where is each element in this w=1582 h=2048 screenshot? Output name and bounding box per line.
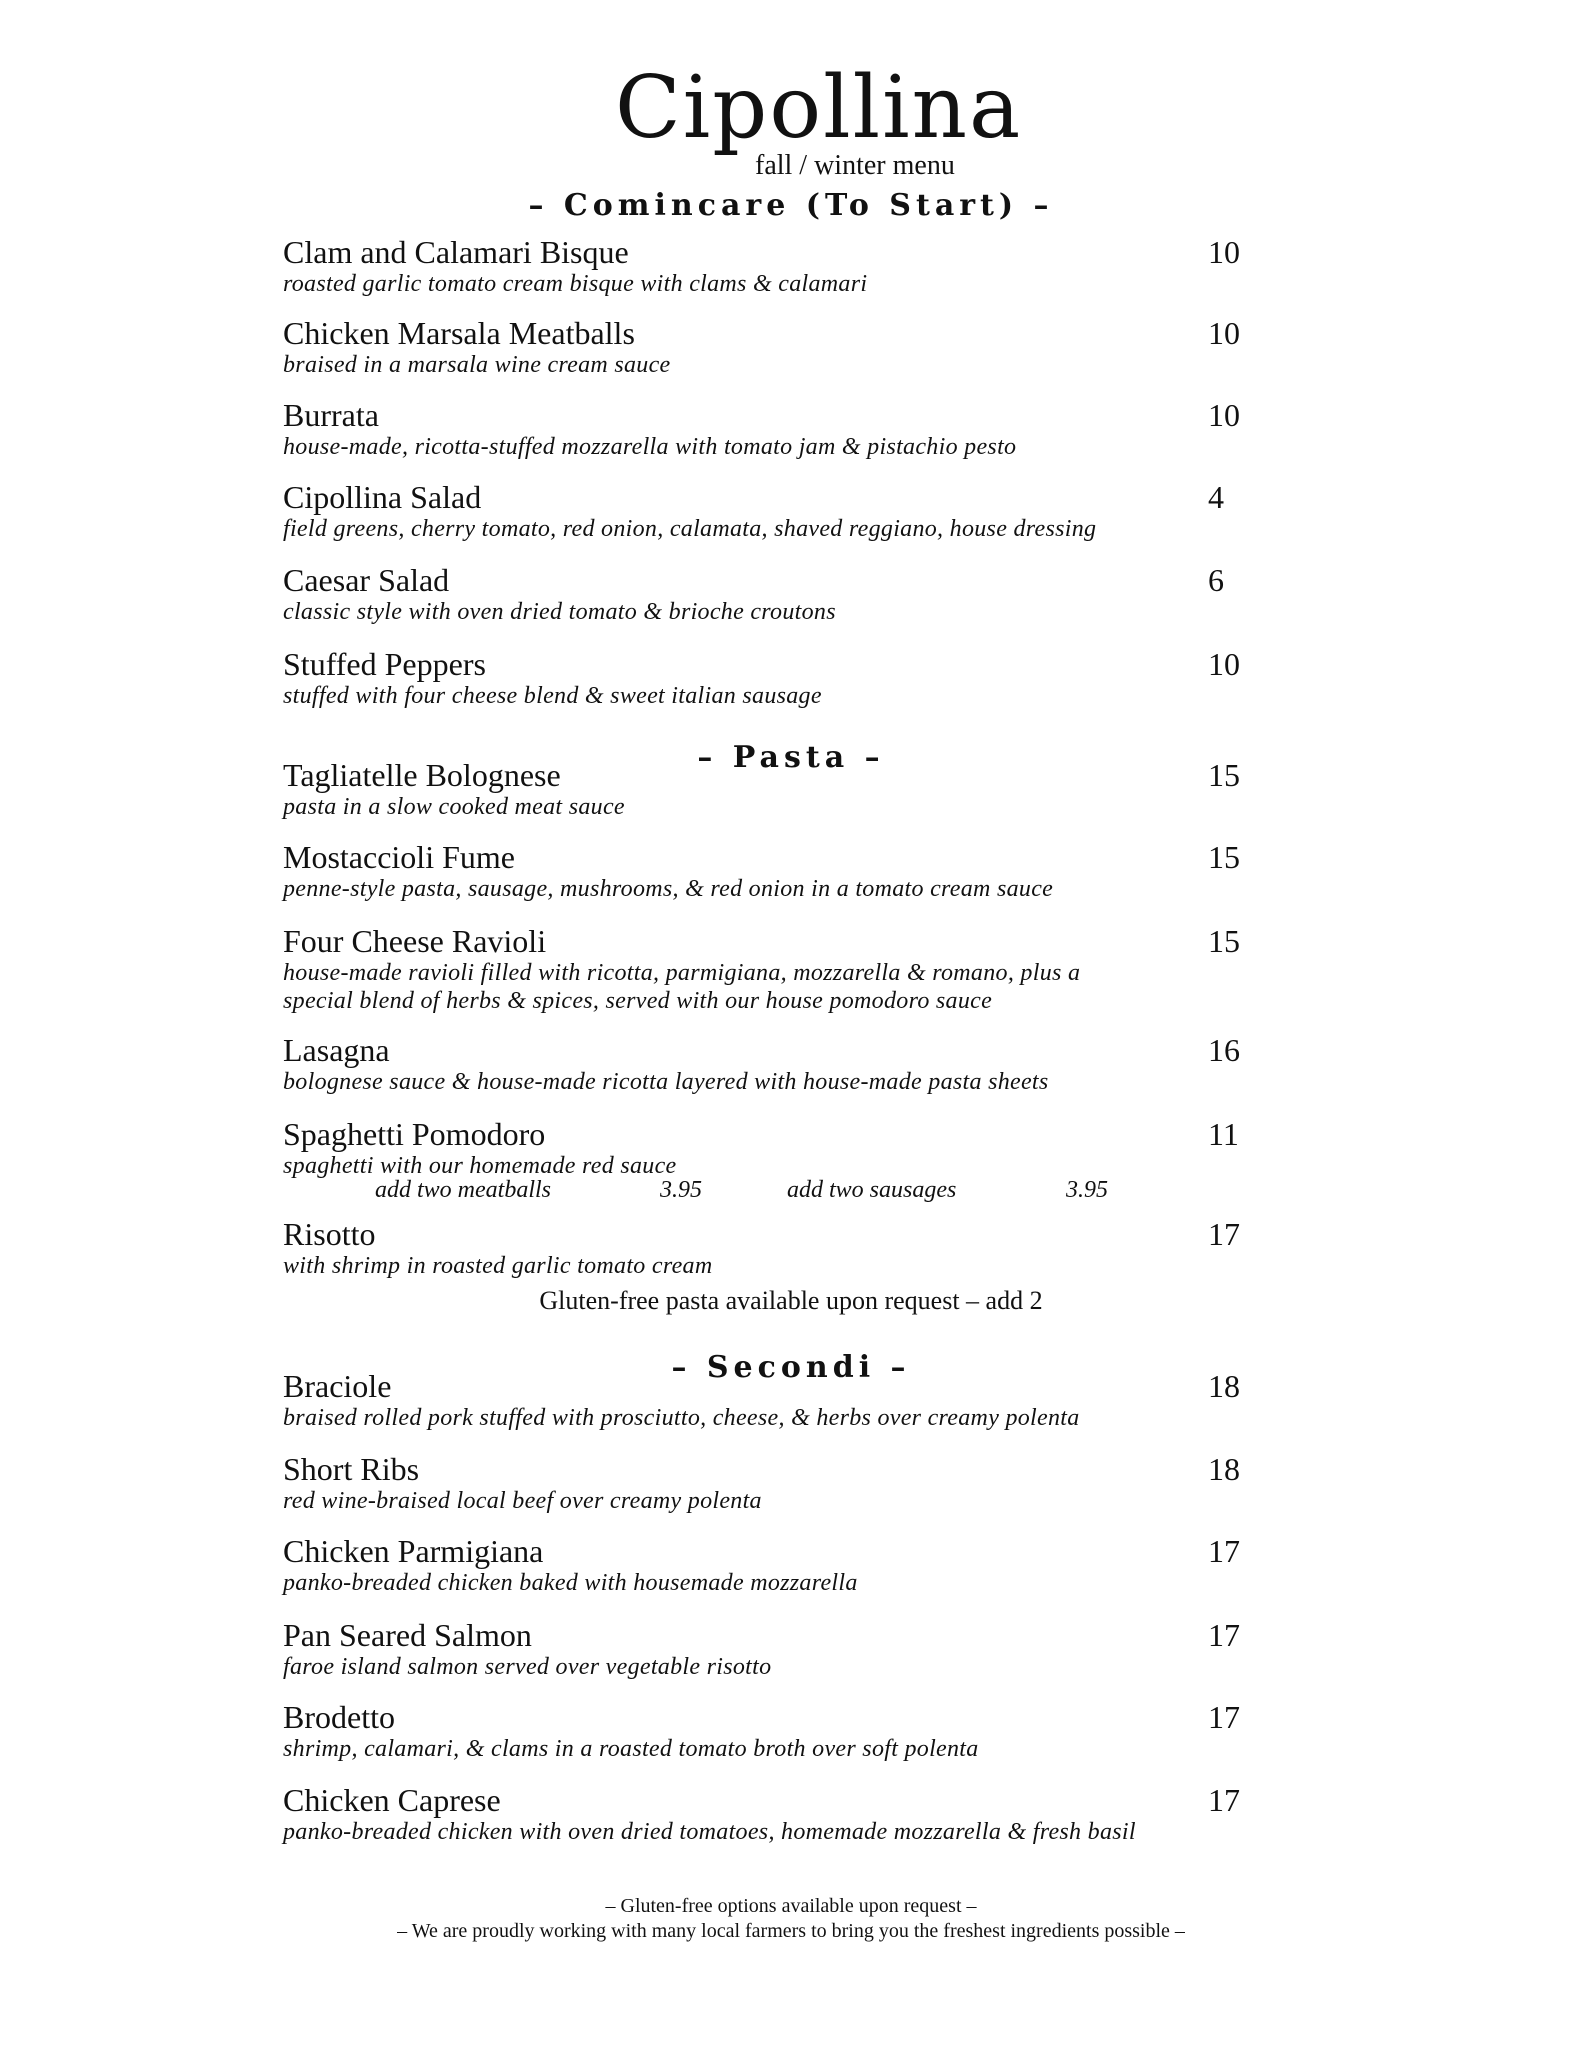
menu-item: [283, 646, 1303, 710]
item-name: Tagliatelle Bolognese: [283, 757, 561, 793]
section-heading-pasta: – Pasta –: [697, 740, 885, 775]
item-name: Clam and Calamari Bisque: [283, 234, 629, 270]
menu-item: [283, 1216, 1303, 1280]
item-description: spaghetti with our homemade red sauce: [283, 1153, 677, 1179]
item-description: braised rolled pork stuffed with prosciutto, cheese, & herbs over creamy polenta: [283, 1405, 1080, 1431]
menu-item: [283, 479, 1303, 543]
item-name: Cipollina Salad: [283, 479, 482, 515]
addon-price: 3.95: [1066, 1177, 1108, 1203]
item-description: faroe island salmon served over vegetable risotto: [283, 1654, 772, 1680]
addon-price: 3.95: [660, 1177, 702, 1203]
menu-item: [283, 839, 1303, 903]
footer-local-farmers-note: – We are proudly working with many local farmers to bring you the freshest ingredients possible –: [397, 1920, 1185, 1942]
menu-item: [283, 1451, 1303, 1515]
item-price: 11: [1208, 1116, 1239, 1152]
menu-item: [283, 757, 1303, 821]
item-price: 15: [1208, 923, 1240, 959]
item-price: 10: [1208, 234, 1240, 270]
restaurant-name: Cipollina: [615, 58, 1023, 158]
item-price: 17: [1208, 1782, 1240, 1818]
item-name: Caesar Salad: [283, 562, 450, 598]
menu-item: [283, 562, 1303, 626]
item-price: 18: [1208, 1451, 1240, 1487]
item-price: 17: [1208, 1216, 1240, 1252]
menu-item: [283, 1368, 1303, 1432]
item-price: 10: [1208, 646, 1240, 682]
item-name: Pan Seared Salmon: [283, 1617, 532, 1653]
menu-item: [283, 1116, 1303, 1180]
item-name: Spaghetti Pomodoro: [283, 1116, 546, 1152]
item-name: Risotto: [283, 1216, 376, 1252]
item-description: bolognese sauce & house-made ricotta layered with house-made pasta sheets: [283, 1069, 1049, 1095]
item-description: red wine-braised local beef over creamy polenta: [283, 1488, 762, 1514]
item-name: Lasagna: [283, 1032, 390, 1068]
item-name: Chicken Caprese: [283, 1782, 501, 1818]
item-description: penne-style pasta, sausage, mushrooms, & red onion in a tomato cream sauce: [283, 876, 1054, 902]
menu-item: [283, 923, 1303, 1015]
item-price: 17: [1208, 1533, 1240, 1569]
item-description: panko-breaded chicken with oven dried tomatoes, homemade mozzarella & fresh basil: [283, 1819, 1136, 1845]
menu-item: [283, 1032, 1303, 1096]
section-heading-secondi: – Secondi –: [671, 1350, 911, 1385]
addon-label: add two sausages: [787, 1177, 957, 1203]
item-description: roasted garlic tomato cream bisque with clams & calamari: [283, 271, 868, 297]
item-price: 16: [1208, 1032, 1240, 1068]
item-description: house-made, ricotta-stuffed mozzarella with tomato jam & pistachio pesto: [283, 434, 1017, 460]
item-price: 17: [1208, 1617, 1240, 1653]
item-price: 4: [1208, 479, 1224, 515]
menu-item: [283, 1782, 1303, 1846]
item-description: pasta in a slow cooked meat sauce: [283, 794, 625, 820]
item-name: Chicken Parmigiana: [283, 1533, 544, 1569]
item-price: 6: [1208, 562, 1224, 598]
item-price: 10: [1208, 397, 1240, 433]
item-name: Four Cheese Ravioli: [283, 923, 547, 959]
item-name: Mostaccioli Fume: [283, 839, 515, 875]
item-price: 10: [1208, 315, 1240, 351]
item-description: braised in a marsala wine cream sauce: [283, 352, 671, 378]
menu-item: [283, 315, 1303, 379]
item-description: field greens, cherry tomato, red onion, calamata, shaved reggiano, house dressing: [283, 516, 1097, 542]
menu-item: [283, 234, 1303, 298]
item-name: Stuffed Peppers: [283, 646, 486, 682]
item-name: Short Ribs: [283, 1451, 420, 1487]
item-description: classic style with oven dried tomato & brioche croutons: [283, 599, 836, 625]
item-name: Chicken Marsala Meatballs: [283, 315, 635, 351]
item-description: with shrimp in roasted garlic tomato cream: [283, 1253, 713, 1279]
gluten-free-pasta-note: Gluten-free pasta available upon request – add 2: [539, 1286, 1043, 1315]
item-description: house-made ravioli filled with ricotta, parmigiana, mozzarella & romano, plus a: [283, 960, 1081, 986]
menu-item: [283, 1617, 1303, 1681]
item-price: 17: [1208, 1699, 1240, 1735]
menu-item: [283, 1699, 1303, 1763]
section-heading-start: – Comincare (To Start) –: [528, 188, 1054, 223]
item-price: 18: [1208, 1368, 1240, 1404]
footer-gluten-free-note: – Gluten-free options available upon request –: [605, 1895, 977, 1917]
item-description: shrimp, calamari, & clams in a roasted tomato broth over soft polenta: [283, 1736, 979, 1762]
addon-label: add two meatballs: [375, 1177, 552, 1203]
item-name: Brodetto: [283, 1699, 395, 1735]
menu-item: [283, 397, 1303, 461]
item-description-continued: special blend of herbs & spices, served with our house pomodoro sauce: [283, 988, 993, 1014]
item-name: Burrata: [283, 397, 379, 433]
restaurant-logo: [615, 58, 1035, 188]
item-price: 15: [1208, 757, 1240, 793]
menu-item: [283, 1533, 1303, 1597]
item-price: 15: [1208, 839, 1240, 875]
item-description: panko-breaded chicken baked with housemade mozzarella: [283, 1570, 858, 1596]
menu-subtitle: fall / winter menu: [755, 150, 955, 181]
item-name: Braciole: [283, 1368, 392, 1404]
item-description: stuffed with four cheese blend & sweet italian sausage: [283, 683, 822, 709]
